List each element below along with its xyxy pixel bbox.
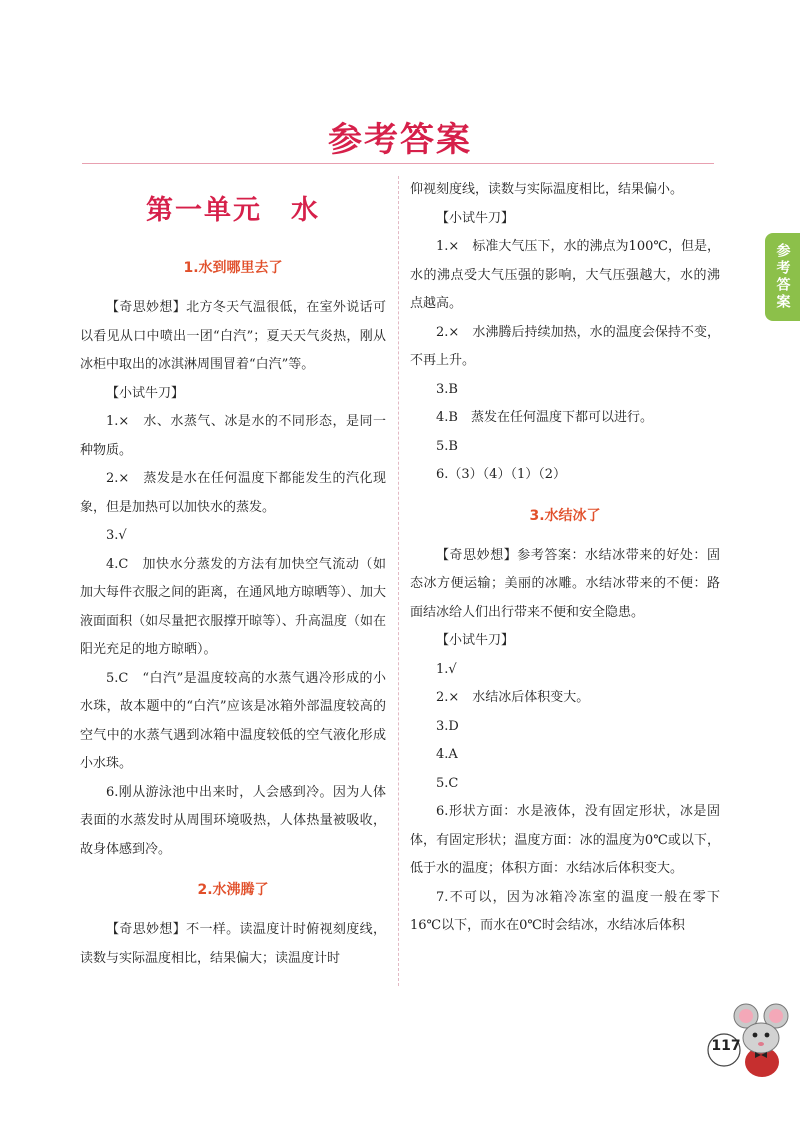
paragraph: 【奇思妙想】北方冬天气温很低，在室外说话可以看见从口中喷出一团“白汽”；夏天天气炎热，刚从冰柜中取出的冰淇淋周围冒着“白汽”等。 [80, 300, 386, 372]
paragraph: 1.√ [436, 661, 457, 677]
paragraph: 4.C 加快水分蒸发的方法有加快空气流动（如加大每件衣服之间的距离，在通风地方晾晒等）、加大液面面积（如尽量把衣服撑开晾等）、升高温度（如在阳光充足的地方晾晒）。 [80, 556, 386, 657]
paragraph: 2.× 水结冰后体积变大。 [436, 690, 590, 705]
paragraph: 4.B 蒸发在任何温度下都可以进行。 [436, 410, 653, 425]
paragraph: 4.A [436, 747, 458, 762]
paragraph: 7.不可以，因为冰箱冷冻室的温度一般在零下16℃以下，而水在0℃时会结冰，水结冰后体积 [410, 889, 720, 933]
paragraph: 3.√ [106, 528, 127, 543]
paragraph: 6.刚从游泳池中出来时，人会感到冷。因为人体表面的水蒸发时从周围环境吸热，人体热量被吸收，故身体感到冷。 [80, 784, 386, 857]
column-divider [398, 176, 399, 986]
section-title-3: 3.水结冰了 [529, 507, 601, 524]
paragraph: 6.（3）（4）（1）（2） [436, 467, 566, 482]
paragraph: 5.C [436, 775, 459, 791]
paragraph: 6.形状方面：水是液体，没有固定形状，冰是固体，有固定形状；温度方面：冰的温度为0℃或以下，低于水的温度；体积方面：水结冰后体积变大。 [410, 804, 720, 876]
page-number: 117 [711, 1038, 741, 1054]
left-column [80, 176, 386, 973]
paragraph: 【小试牛刀】 [106, 385, 185, 401]
paragraph: 3.B [436, 381, 458, 397]
title-divider [82, 163, 714, 164]
section-title-1: 1.水到哪里去了 [183, 260, 283, 276]
paragraph: 【奇思妙想】参考答案：水结冰带来的好处：固态冰方便运输；美丽的冰雕。水结冰带来的不便：路面结冰给人们出行带来不便和安全隐患。 [410, 547, 720, 620]
paragraph: 3.D [436, 718, 459, 734]
paragraph: 【奇思妙想】不一样。读温度计时俯视刻度线，读数与实际温度相比，结果偏大；读温度计时 [80, 922, 386, 966]
page-title: 参考答案 [328, 120, 472, 160]
paragraph: 【小试牛刀】 [436, 633, 515, 648]
paragraph: 1.× 水、水蒸气、冰是水的不同形态，是同一种物质。 [80, 414, 386, 458]
paragraph: 仰视刻度线，读数与实际温度相比，结果偏小。 [410, 182, 684, 197]
section-title-2: 2.水沸腾了 [197, 882, 269, 898]
paragraph: 5.B [436, 438, 458, 454]
paragraph: 1.× 标准大气压下，水的沸点为100℃，但是，水的沸点受大气压强的影响，大气压强越大，水的沸点越高。 [410, 239, 720, 311]
paragraph: 2.× 蒸发是水在任何温度下都能发生的汽化现象，但是加热可以加快水的蒸发。 [80, 471, 386, 515]
right-column [410, 176, 720, 941]
unit-title: 第一单元 水 [146, 195, 320, 226]
paragraph: 5.C “白汽”是温度较高的水蒸气遇冷形成的小水珠，故本题中的“白汽”应该是冰箱外部温度较高的空气中的水蒸气遇到冰箱中温度较低的空气液化形成小水珠。 [80, 670, 386, 771]
paragraph: 【小试牛刀】 [436, 210, 515, 226]
side-tab: 参考答案 [765, 233, 800, 321]
paragraph: 2.× 水沸腾后持续加热，水的温度会保持不变，不再上升。 [410, 324, 720, 368]
